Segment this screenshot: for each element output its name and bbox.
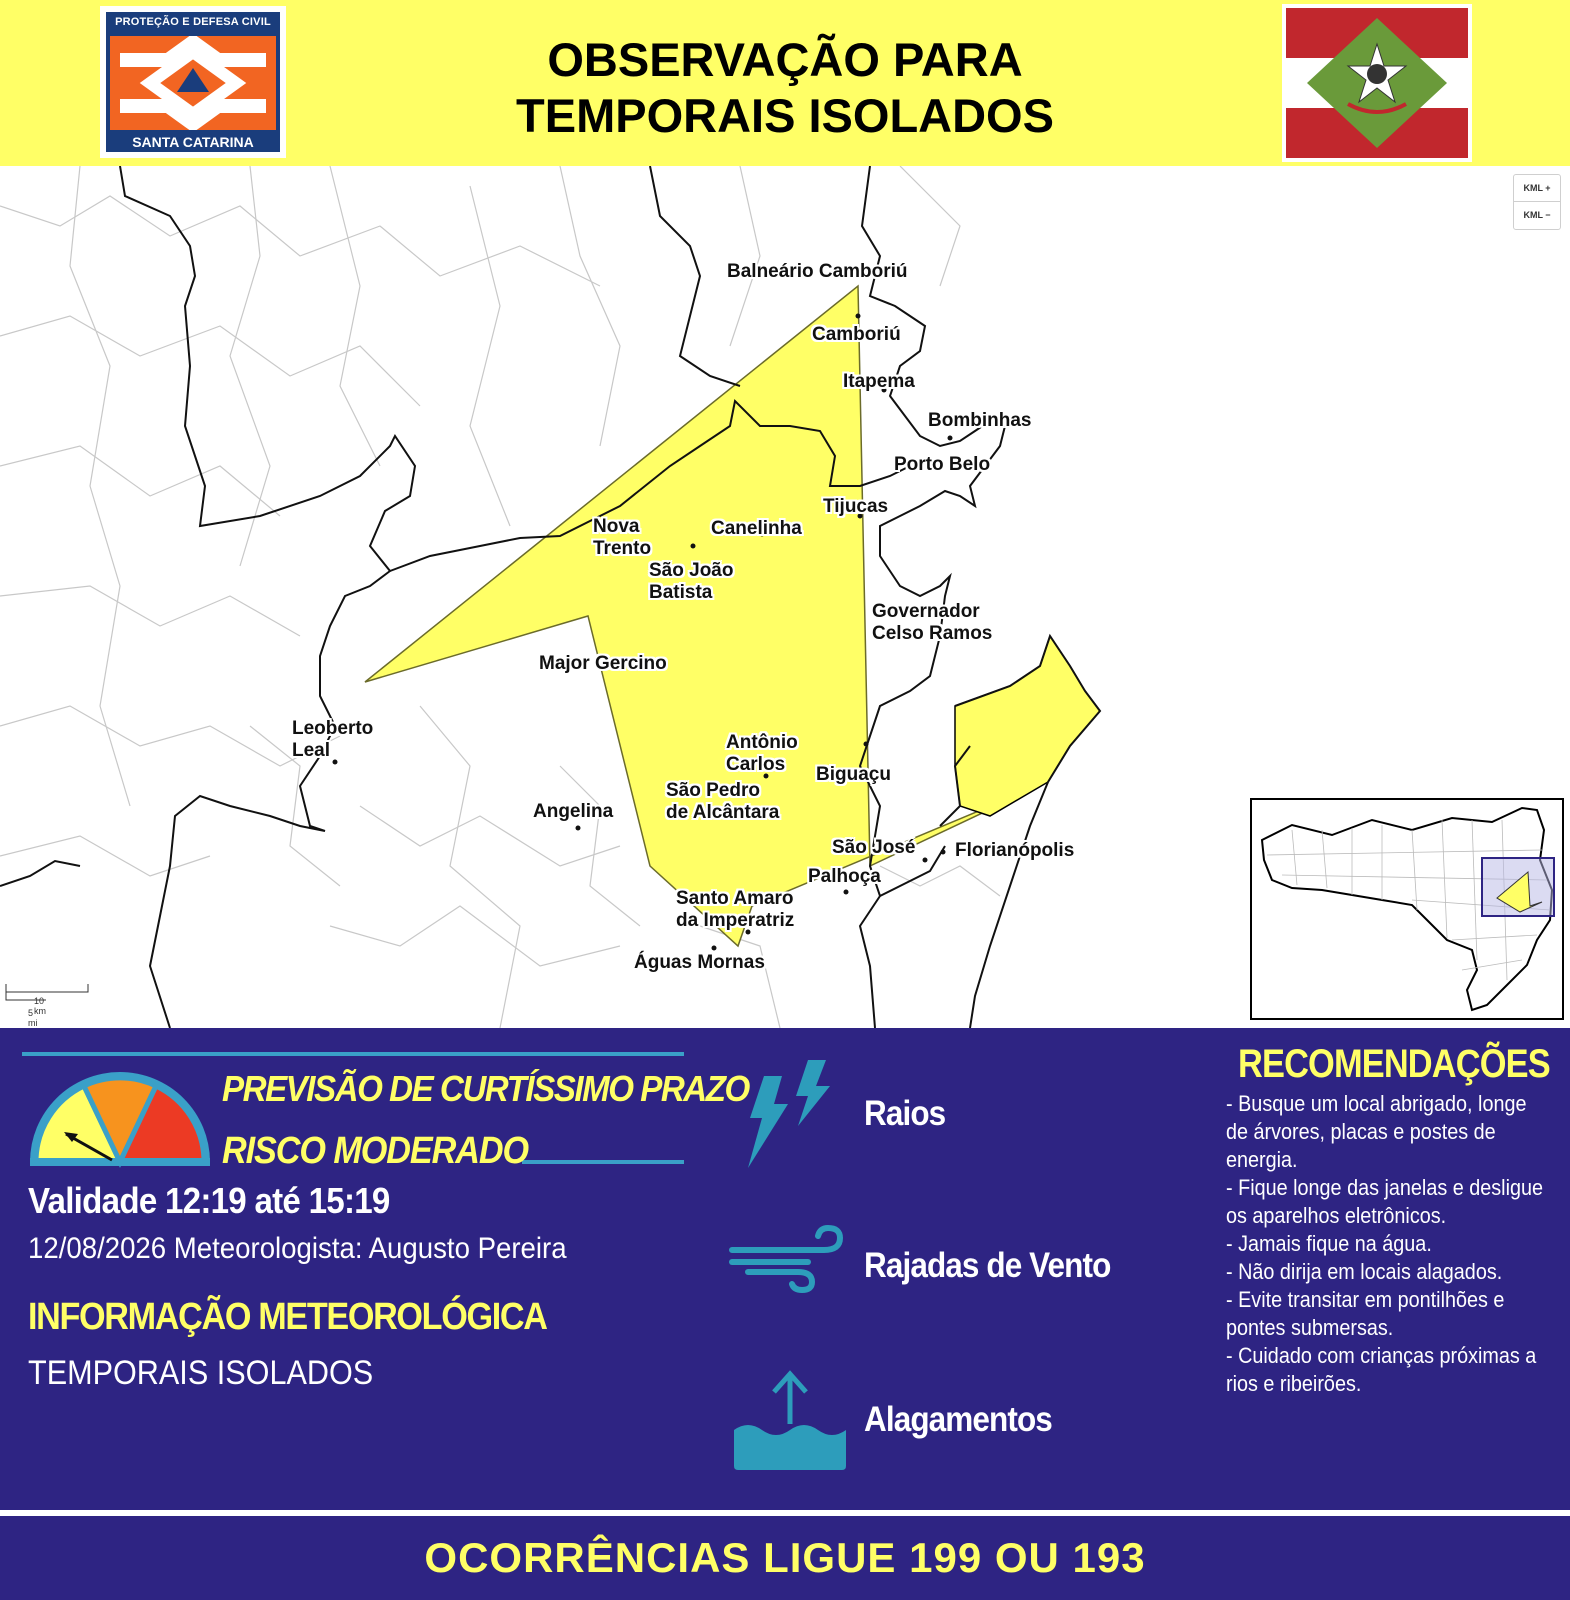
page-title — [420, 32, 1150, 144]
city-biguacu: Biguaçu — [816, 764, 891, 785]
city-nova-trento: Nova Trento — [593, 516, 652, 559]
hazard-raios-label: Raios — [864, 1094, 946, 1133]
kml-plus-button[interactable]: KML + — [1523, 183, 1551, 193]
kml-zoom-control[interactable] — [1513, 174, 1561, 230]
city-major-gercino: Major Gercino — [539, 653, 667, 674]
city-tijucas: Tijucas — [823, 496, 889, 517]
scale-km-label: 10 km — [34, 996, 46, 1016]
recommendation-item: - Evite transitar em pontilhões e pontes submersas. — [1226, 1287, 1505, 1340]
recommendation-item: - Não dirija em locais alagados. — [1226, 1259, 1503, 1284]
meteorological-info-value: TEMPORAIS ISOLADOS — [28, 1354, 374, 1392]
validity-time: Validade 12:19 até 15:19 — [28, 1180, 390, 1221]
hazard-rajadas-label: Rajadas de Vento — [864, 1246, 1111, 1285]
wind-icon — [728, 1224, 852, 1294]
city-antonio-carlos: Antônio Carlos — [726, 732, 798, 775]
logo-top-text: PROTEÇÃO E DEFESA CIVIL — [115, 16, 271, 28]
risk-level-label: RISCO MODERADO — [222, 1130, 528, 1172]
city-aguas-mornas: Águas Mornas — [634, 952, 765, 973]
city-porto-belo: Porto Belo — [894, 454, 991, 475]
recommendation-item: - Fique longe das janelas e desligue os aparelhos eletrônicos. — [1226, 1175, 1544, 1228]
scale-mi-label: 5 mi — [28, 1008, 38, 1028]
title-line-1: OBSERVAÇÃO PARA — [547, 33, 1023, 86]
flood-icon — [732, 1370, 848, 1472]
emergency-phone-text: OCORRÊNCIAS LIGUE 199 OU 193 — [424, 1534, 1146, 1581]
city-governador-celso-ramos: Governador Celso Ramos — [872, 601, 993, 644]
city-balneario-camboriu: Balneário Camboriú — [727, 261, 908, 282]
logo-bottom-text: SANTA CATARINA — [132, 134, 254, 150]
risk-divider-line — [522, 1160, 684, 1164]
locator-inset-map — [1250, 798, 1564, 1020]
city-canelinha: Canelinha — [711, 518, 802, 539]
recommendations-list — [1226, 1090, 1550, 1398]
city-angelina: Angelina — [533, 801, 614, 822]
city-florianopolis: Florianópolis — [955, 840, 1075, 861]
city-sao-pedro-de-alcantara: São Pedro de Alcântara — [666, 780, 780, 823]
top-divider-line — [22, 1052, 684, 1056]
alert-map[interactable] — [0, 166, 1570, 1028]
kml-minus-button[interactable]: KML − — [1514, 201, 1560, 228]
recommendation-item: - Busque um local abrigado, longe de árvores, placas e postes de energia. — [1226, 1091, 1527, 1172]
santa-catarina-flag-icon — [1282, 4, 1472, 162]
hazard-alagamentos-label: Alagamentos — [864, 1400, 1052, 1439]
city-bombinhas: Bombinhas — [928, 410, 1032, 431]
city-camboriu: Camboriú — [812, 324, 901, 345]
city-sao-joao-batista: São João Batista — [649, 560, 734, 603]
lightning-icon — [742, 1056, 842, 1176]
header-banner — [0, 0, 1570, 166]
city-palhoca: Palhoça — [808, 866, 881, 887]
city-sao-jose: São José — [832, 837, 916, 858]
city-leoberto-leal: Leoberto Leal — [292, 718, 374, 761]
title-line-2: TEMPORAIS ISOLADOS — [516, 89, 1054, 142]
defesa-civil-emblem-icon — [110, 36, 276, 130]
footer-banner — [0, 1516, 1570, 1600]
city-santo-amaro-da-imperatriz: Santo Amaro da Imperatriz — [676, 888, 795, 931]
forecast-type-label: PREVISÃO DE CURTÍSSIMO PRAZO — [222, 1068, 749, 1109]
city-itapema: Itapema — [843, 371, 915, 392]
recommendations-heading: RECOMENDAÇÕES — [1238, 1042, 1550, 1086]
meteorological-info-heading: INFORMAÇÃO METEOROLÓGICA — [28, 1296, 547, 1338]
alert-info-panel — [0, 1028, 1570, 1510]
recommendation-item: - Cuidado com crianças próximas a rios e ribeirões. — [1226, 1343, 1537, 1396]
defesa-civil-logo — [100, 6, 286, 158]
date-meteorologist: 12/08/2026 Meteorologista: Augusto Pereira — [28, 1232, 567, 1265]
risk-gauge-icon — [22, 1064, 218, 1168]
recommendation-item: - Jamais fique na água. — [1226, 1231, 1432, 1256]
